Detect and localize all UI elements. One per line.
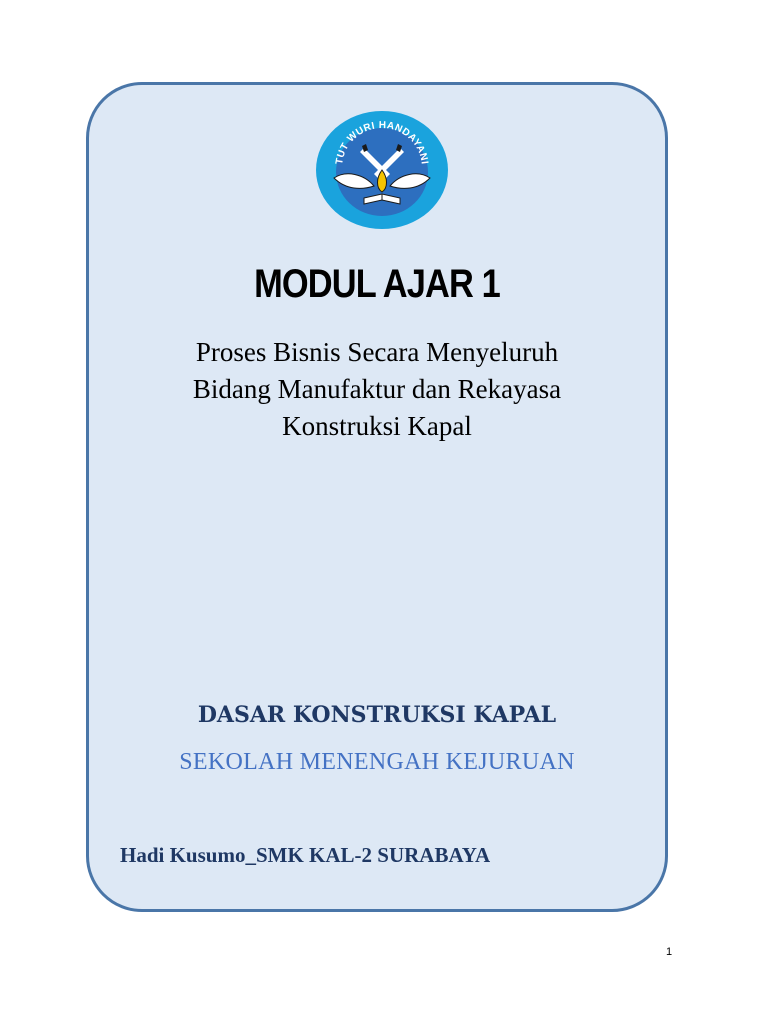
logo-emblem [312,108,452,232]
module-subtitle [110,334,644,445]
page-number: 1 [666,946,673,958]
subtitle-line: Bidang Manufaktur dan Rekayasa [192,374,562,404]
subject-heading: DASAR KONSTRUKSI KAPAL [197,702,557,728]
logo-arc-text: TUT WURI HANDAYANI [334,119,430,166]
school-type: SEKOLAH MENENGAH KEJURUAN [179,749,575,775]
author-line: Hadi Kusumo_SMK KAL-2 SURABAYA [120,843,491,867]
tut-wuri-handayani-logo [312,108,452,232]
subtitle-line: Konstruksi Kapal [282,411,472,441]
subtitle-line: Proses Bisnis Secara Menyeluruh [195,337,559,367]
module-title: MODUL AJAR 1 [254,262,500,306]
